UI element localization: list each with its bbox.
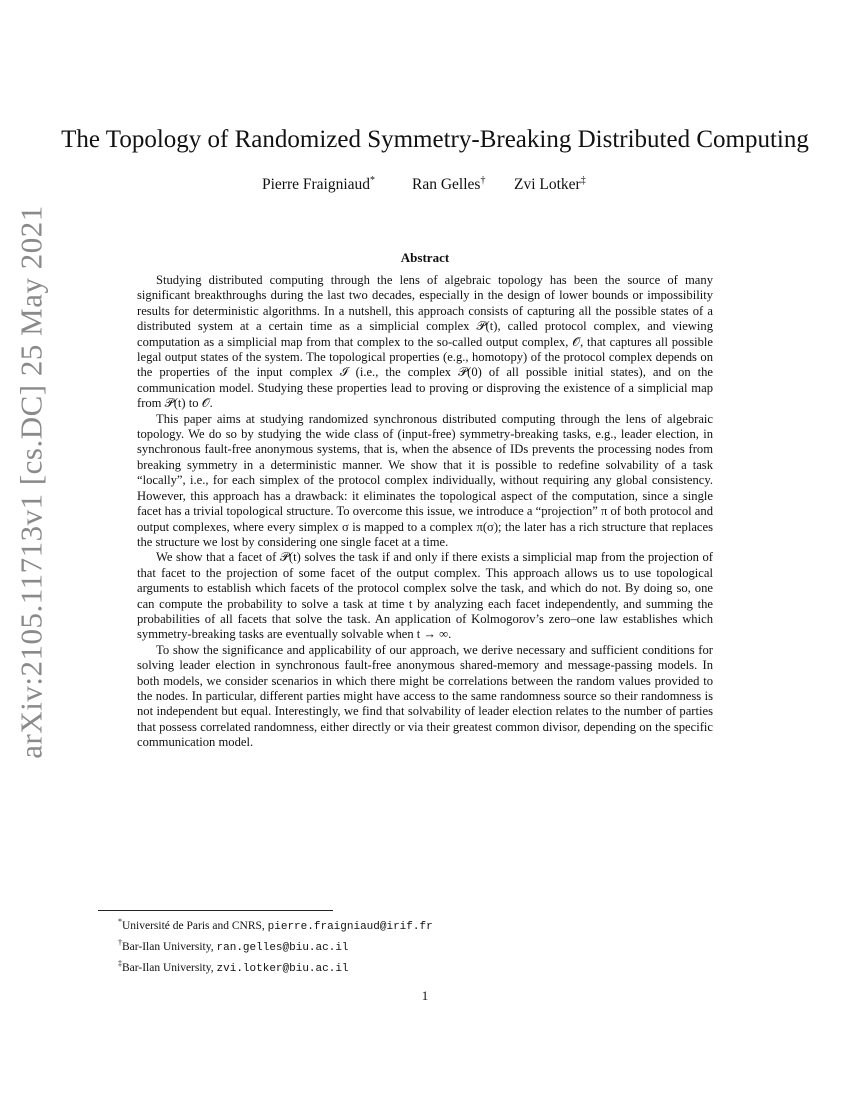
page-number: 1 [421,988,429,1003]
footnote-affiliation: Bar-Ilan University, [122,940,217,953]
author-footnote-mark: * [370,175,376,186]
footnotes [118,914,433,976]
author-name: Zvi Lotker [514,176,581,194]
footnote-1 [118,914,433,935]
arxiv-identifier-stamp [4,205,60,759]
abstract-paragraph-2: This paper aims at studying randomized synchronous distributed computing through the lens of algebraic topology. We do so by studying the wide class of (input-free) symmetry-breaking tasks, e.g., leader election, in synchronous fault-free anonymous systems, that is, when the absence of IDs prevents the processing nodes from breaking symmetry in a deterministic manner. We show that it is possible to redefine solvability of a task “locally”, i.e., for each simplex of the protocol complex individually, without requiring any global consistency. However, this approach has a drawback: it eliminates the topological aspect of the computation, since a single facet has a trivial topological structure. To overcome this issue, we introduce a “projection” π of both protocol and output complexes, where every simplex σ is mapped to a complex π(σ); the later has a rich structure that replaces the structure we lost by considering one single facet at a time. [137,411,713,549]
footnote-mark: † [118,937,122,947]
footnote-email-link[interactable]: zvi.lotker@biu.ac.il [216,962,349,975]
footnote-affiliation: Bar-Ilan University, [122,961,217,974]
abstract-body [137,273,713,751]
abstract-paragraph-1: Studying distributed computing through the lens of algebraic topology has been the source of many significant breakthroughs during the last two decades, especially in the design of lower bounds or impossibility results for deterministic algorithms. In a nutshell, this approach consists of capturing all the possible states of a distributed system at a certain time as a simplicial complex 𝒫(t), called protocol complex, and viewing computation as a simplicial map from that complex to the so-called output complex, 𝒪, that captures all possible legal output states of the system. The topological properties (e.g., homotopy) of the protocol complex depends on the properties of the input complex ℐ (i.e., the complex 𝒫(0) of all possible initial states), and on the communication model. Studying these properties lead to proving or disproving the existence of a simplicial map from 𝒫(t) to 𝒪. [137,273,713,411]
author-2 [412,175,485,194]
author-list [0,175,850,195]
footnote-2 [118,935,433,956]
arxiv-identifier-text: arXiv:2105.11713v1 [cs.DC] 25 May 2021 [14,205,49,759]
author-name: Pierre Fraigniaud [262,176,371,194]
footnote-mark: ‡ [118,958,122,968]
paper-title: The Topology of Randomized Symmetry-Breaking Distributed Computing [61,126,809,153]
abstract-paragraph-4: To show the significance and applicability of our approach, we derive necessary and sufficient conditions for solving leader election in synchronous fault-free anonymous shared-memory and message-passing models. In both models, we consider scenarios in which there might be correlations between the random values provided to the nodes. In particular, different parties might have access to the same randomness source so their randomness is not independent but equal. Interestingly, we find that solvability of leader election relates to the number of parties that possess correlated randomness, either directly or via their greatest common divisor, depending on the specific communication model. [137,642,713,750]
author-footnote-mark: † [480,175,486,186]
footnote-affiliation: Université de Paris and CNRS, [122,919,268,932]
footnote-mark: * [118,917,122,926]
footnote-divider [98,910,333,911]
abstract-paragraph-3: We show that a facet of 𝒫(t) solves the task if and only if there exists a simplicial map from the projection of that facet to the projection of some facet of the output complex. This approach allows us to use topological arguments to establish which facets of the protocol complex solve the task, and which do not. By doing so, one can compute the probability to solve a task at time t by analyzing each facet independently, and summing the probabilities of all facets that solve the task. An application of Kolmogorov’s zero–one law establishes which symmetry-breaking tasks are eventually solvable when t → ∞. [137,550,713,642]
author-name: Ran Gelles [412,176,481,194]
author-footnote-mark: ‡ [580,175,586,186]
footnote-email-link[interactable]: ran.gelles@biu.ac.il [216,941,349,954]
footnote-email-link[interactable]: pierre.fraigniaud@irif.fr [267,920,433,933]
author-3 [514,175,586,194]
footnote-3 [118,956,433,977]
author-1 [262,175,375,194]
abstract-heading: Abstract [400,250,450,265]
